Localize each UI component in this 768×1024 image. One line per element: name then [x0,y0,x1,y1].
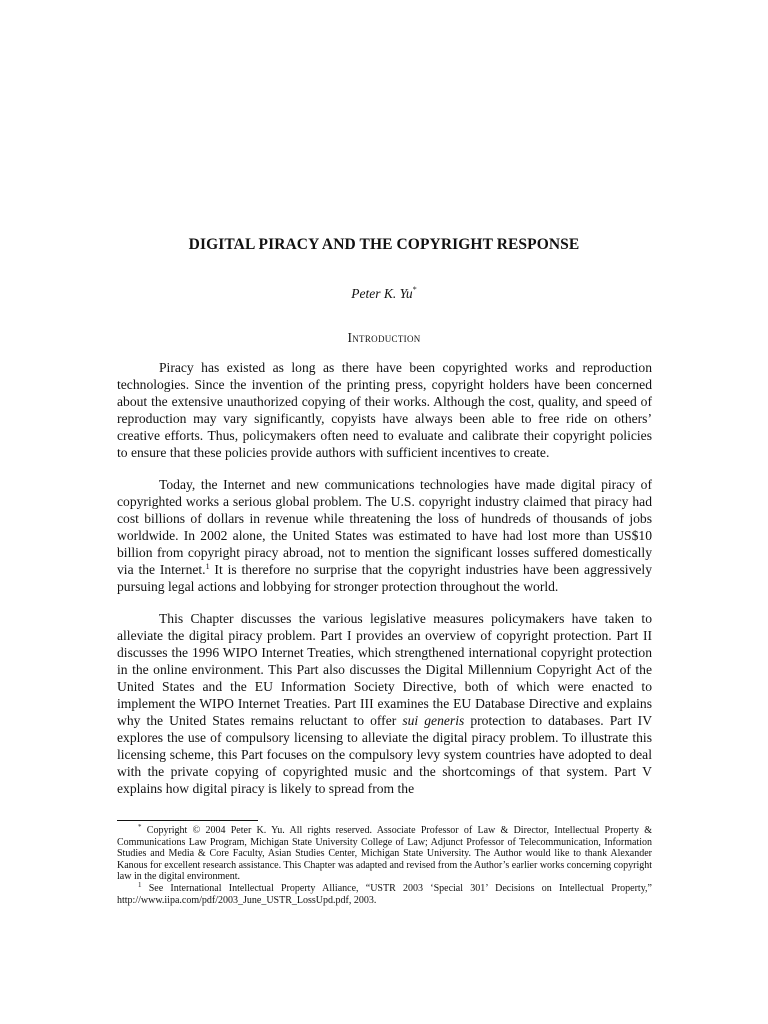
author-name: Peter K. Yu [351,286,413,301]
footnote-star-text: Copyright © 2004 Peter K. Yu. All rights reserved. Associate Professor of Law & Director, Intellectual Property & Communications Law Program, Michigan State University College of Law; Adjunct Professor of Telecommunication, Information Studies and Media & Core Faculty, Asian Studies Center, Michigan State University. The Author would like to thank Alexander Kanous for excellent research assistance. This Chapter was adapted and revised from the Author’s earlier works concerning copyright law in the digital environment. [117,825,653,883]
footnote-divider [117,820,258,821]
footnote-star [117,825,652,883]
body-text [117,359,652,812]
paragraph-2-text-a: Today, the Internet and new communications technologies have made digital piracy of copyrighted works a serious global problem. The U.S. copyright industry claimed that piracy had cost billions of dollars in revenue while threatening the loss of hundreds of thousands of jobs worldwide. In 2002 alone, the United States was estimated to have had lost more than US$10 billion from copyright piracy abroad, not to mention the significant losses suffered domestically via the Internet. [117,477,652,577]
paragraph-3-text-b: protection to databases. Part IV explores the use of compulsory licensing to alleviate the digital piracy problem. To illustrate this licensing scheme, this Part focuses on the compulsory levy system countries have adopted to deal with the private copying of copyrighted music and the shortcomings of that system. Part V explains how digital piracy is likely to spread from the [117,713,653,796]
footnote-ref-1[interactable]: 1 [205,562,210,571]
paragraph-3-italic: sui generis [402,713,465,728]
footnote-1 [117,880,652,906]
author-line [0,285,768,302]
paragraph-2-text-b: It is therefore no surprise that the copyright industries have been aggressively pursuing legal actions and lobbying for stronger protection throughout the world. [117,562,652,594]
paragraph-3-text-a: This Chapter discusses the various legislative measures policymakers have taken to alleviate the digital piracy problem. Part I provides an overview of copyright protection. Part II discusses the 1996 WIPO Internet Treaties, which strengthened international copyright protection in the online environment. This Part also discusses the Digital Millennium Copyright Act of the United States and the EU Information Society Directive, both of which were enacted to implement the WIPO Internet Treaties. Part III examines the EU Database Directive and explains why the United States remains reluctant to offer [117,611,652,728]
paragraph-1: Piracy has existed as long as there have been copyrighted works and reproduction technologies. Since the invention of the printing press, copyright holders have been concerned about the extensive unauthorized copying of their works. Although the cost, quality, and speed of reproduction may vary significantly, copyists have always been able to free ride on others’ creative efforts. Thus, policymakers often need to evaluate and calibrate their copyright policies to ensure that these policies provide authors with sufficient incentives to create. [117,360,652,460]
paragraph-2 [117,476,652,595]
footnote-1-text: See International Intellectual Property Alliance, “USTR 2003 ‘Special 301’ Decisions on Intellectual Property,” http://www.iipa.com/pdf/2003_June_USTR_LossUpd.pdf, 2003. [117,882,652,906]
footnote-star-mark: * [138,823,142,831]
paragraph-3 [117,610,652,797]
author-footnote-mark[interactable]: * [412,285,417,294]
footnotes [117,825,652,906]
footnote-1-mark: 1 [138,880,142,889]
section-heading: Introduction [347,330,421,345]
chapter-title: DIGITAL PIRACY AND THE COPYRIGHT RESPONSE [188,236,580,253]
